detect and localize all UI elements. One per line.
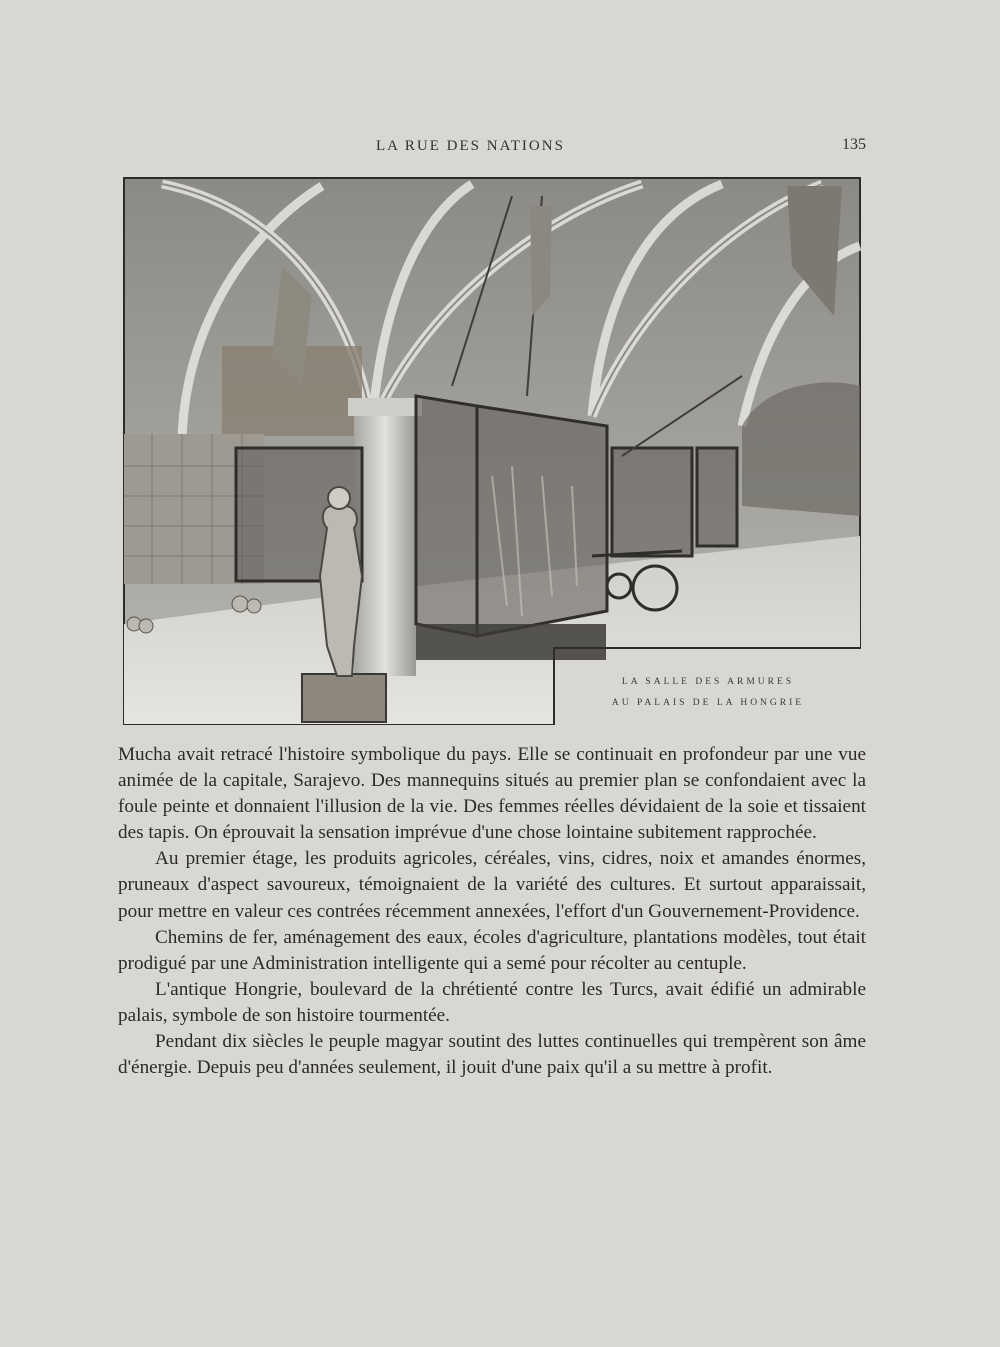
- paragraph: L'antique Hongrie, boulevard de la chrétienté contre les Turcs, avait édifié un admirable palais, symbole de son histoire tourmentée.: [118, 978, 866, 1026]
- paragraph: Chemins de fer, aménagement des eaux, écoles d'agriculture, plantations modèles, tout était prodigué par une Administration intelligente qui a semé pour récolter au centuple.: [118, 926, 866, 974]
- armour-hall-photo-icon: [122, 176, 862, 726]
- photo-caption: [560, 672, 856, 714]
- paragraph: Mucha avait retracé l'histoire symbolique du pays. Elle se continuait en profondeur par une vue animée de la capitale, Sarajevo. Des mannequins situés au premier plan se confondaient avec la foule peinte et donnaient l'illusion de la vie. Des femmes réelles dévidaient de la soie et tissaient des tapis. On éprouvait la sensation imprévue d'une chose lointaine subitement rapprochée.: [118, 744, 866, 844]
- paragraph: Pendant dix siècles le peuple magyar soutint des luttes continuelles qui trempèrent son âme d'énergie. Depuis peu d'années seulement, il jouit d'une paix qu'il a su mettre à profit.: [118, 1031, 866, 1079]
- running-title: LA RUE DES NATIONS: [376, 138, 565, 154]
- page-number: 135: [842, 136, 866, 153]
- paragraph: Au premier étage, les produits agricoles, céréales, vins, cidres, noix et amandes énormes, pruneaux d'aspect savoureux, témoignaient de la variété des cultures. Et surtout apparaissait, pour mettre en valeur ces contrées récemment annexées, l'effort d'un Gouvernement-Providence.: [118, 848, 866, 922]
- caption-line-1: LA SALLE DES ARMURES: [621, 677, 795, 687]
- body-text: [118, 742, 866, 1081]
- caption-line-2: AU PALAIS DE LA HONGRIE: [611, 698, 805, 708]
- photo-plate: [122, 176, 862, 726]
